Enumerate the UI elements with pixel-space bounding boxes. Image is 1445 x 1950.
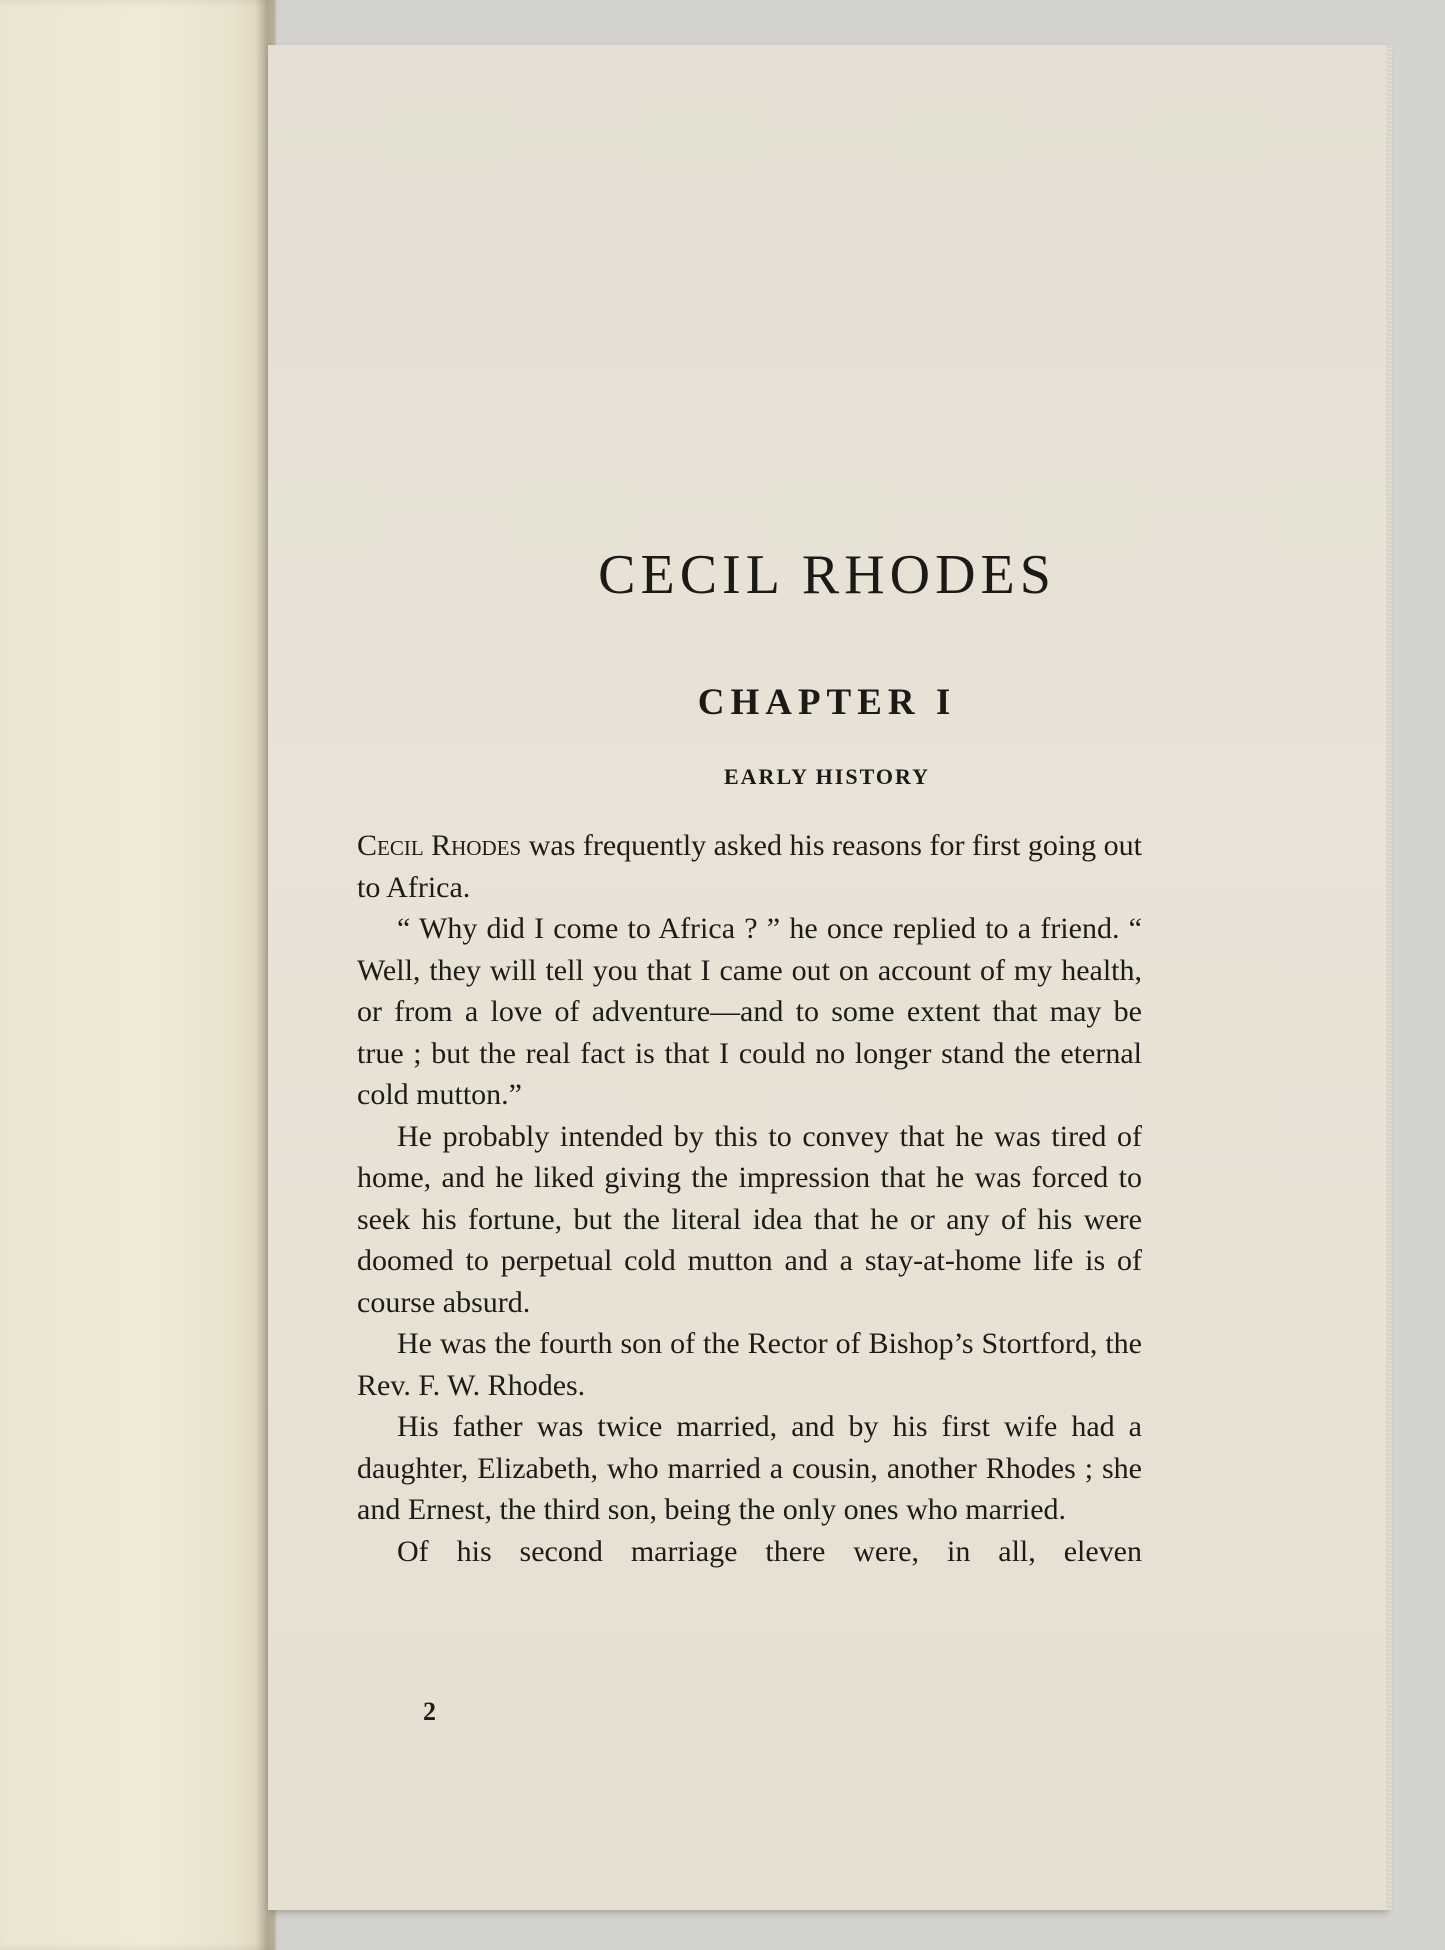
paragraph-2: “ Why did I come to Africa ? ” he once replied to a friend. “ Well, they will tell you that I came out on account of my health, or from a love of adventure—and to some extent that may be true ; but the real fact is that I could no longer stand the eternal cold mutton.” (357, 912, 1142, 1111)
lead-in-name: Cecil Rhodes (357, 829, 522, 862)
body-text (357, 825, 1142, 1572)
paragraph-1 (357, 825, 1142, 908)
paragraph-1-text: was frequently asked his reasons for first going out to Africa. (357, 829, 1142, 904)
paragraph-4: He was the fourth son of the Rector of Bishop’s Stortford, the Rev. F. W. Rhodes. (357, 1327, 1142, 1402)
paragraph-3: He probably intended by this to convey that he was tired of home, and he liked giving the impression that he was forced to seek his fortune, but the literal idea that he or any of his were doomed to perpetual cold mutton and a stay-at-home life is of course absurd. (357, 1119, 1142, 1319)
book-title: CECIL RHODES (598, 544, 1056, 606)
paragraph-5: His father was twice married, and by his first wife had a daughter, Elizabeth, who married a cousin, another Rhodes ; she and Ernest, the third son, being the only ones who married. (357, 1410, 1142, 1526)
chapter-subtitle: EARLY HISTORY (724, 764, 930, 789)
page-number: 2 (423, 1697, 436, 1726)
right-page (268, 45, 1386, 1910)
left-page (0, 0, 275, 1950)
paragraph-6: Of his second marriage there were, in all, eleven (397, 1534, 1142, 1568)
page-edge (1386, 45, 1392, 1910)
chapter-heading: CHAPTER I (697, 682, 957, 723)
